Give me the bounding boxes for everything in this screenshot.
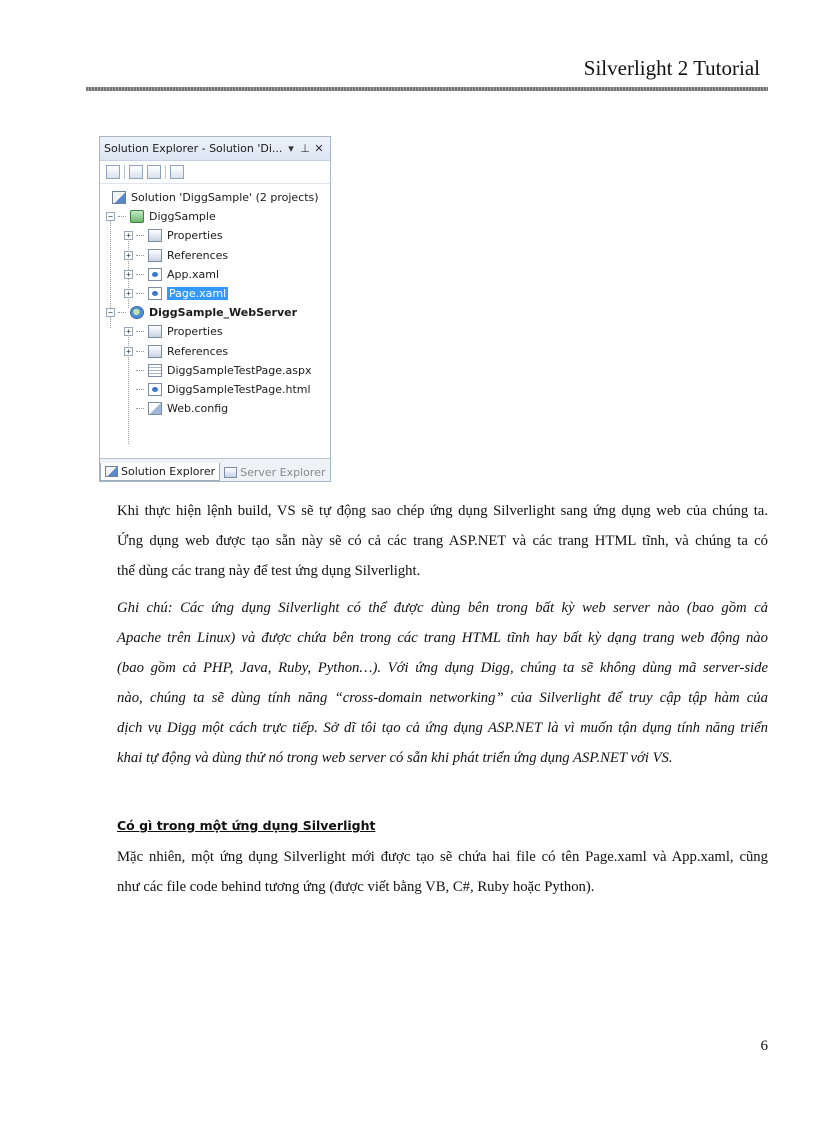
tree-connector <box>136 370 144 371</box>
toolbar-separator <box>124 165 125 179</box>
collapse-icon[interactable]: − <box>106 308 115 317</box>
section-heading: Có gì trong một ứng dụng Silverlight <box>117 818 376 833</box>
expand-icon[interactable]: + <box>124 289 133 298</box>
expand-icon[interactable]: + <box>124 347 133 356</box>
solution-explorer-title: Solution Explorer - Solution 'Di... <box>104 142 283 155</box>
text-line: nào, chúng ta sẽ dùng tính năng “cross-domain networking” của Silverlight để truy cập tập hàm của <box>117 690 768 706</box>
tree-connector <box>118 216 126 217</box>
expand-icon[interactable]: + <box>124 251 133 260</box>
tree-node-label: DiggSampleTestPage.html <box>167 382 311 396</box>
tree-node-label: DiggSample <box>149 210 216 224</box>
expand-icon[interactable]: + <box>124 270 133 279</box>
xaml-file-icon <box>148 287 162 300</box>
text-line: Mặc nhiên, một ứng dụng Silverlight mới được tạo sẽ chứa hai file có tên Page.xaml và App.xaml, cũng <box>117 849 768 865</box>
solution-explorer-toolbar <box>100 161 330 184</box>
tab-label: Solution Explorer <box>121 465 216 478</box>
explorer-tabs <box>100 458 330 481</box>
tree-node-label: Properties <box>167 229 223 243</box>
expand-icon[interactable]: + <box>124 327 133 336</box>
config-file-icon <box>148 402 162 415</box>
tree-connector <box>136 408 144 409</box>
text-line: Khi thực hiện lệnh build, VS sẽ tự động sao chép ứng dụng Silverlight sang ứng dụng web của chúng ta. <box>117 503 768 519</box>
tree-node-label-selected: Page.xaml <box>169 287 227 301</box>
text-line: Apache trên Linux) và được chứa bên trong các trang HTML tĩnh hay bất kỳ dạng trang web động nào <box>117 630 768 646</box>
text-line: thể dùng các trang này để test ứng dụng Silverlight. <box>117 563 421 579</box>
folder-icon <box>148 325 162 338</box>
tree-node-label: App.xaml <box>167 267 220 281</box>
pin-icon[interactable]: ⊥ <box>300 142 310 155</box>
page-header-title: Silverlight 2 Tutorial <box>583 56 760 80</box>
tree-node-label: References <box>167 248 229 262</box>
paragraph-note <box>117 593 768 773</box>
tab-solution-explorer[interactable] <box>100 463 220 481</box>
tree-node-label: DiggSample_WebServer <box>149 306 298 320</box>
tree-node-label: DiggSampleTestPage.aspx <box>167 363 312 377</box>
aspx-file-icon <box>148 364 162 377</box>
tree-node-label: Solution 'DiggSample' (2 projects) <box>131 191 319 205</box>
page-number: 6 <box>760 1038 768 1054</box>
solution-tree <box>100 184 330 418</box>
tree-connector <box>136 293 144 294</box>
text-line: Ghi chú: Các ứng dụng Silverlight có thể được dùng bên trong bất kỳ web server nào (bao gồm cả <box>117 600 768 616</box>
close-icon[interactable]: ✕ <box>314 142 324 155</box>
properties-icon[interactable] <box>129 165 143 179</box>
solution-explorer-icon <box>105 466 118 477</box>
tree-connector <box>136 389 144 390</box>
text-line: (bao gồm cả PHP, Java, Ruby, Python…). Với ứng dụng Digg, chúng ta sẽ không dùng mã server-side <box>117 660 768 676</box>
text-line: như các file code behind tương ứng (được viết bằng VB, C#, Ruby hoặc Python). <box>117 879 595 895</box>
tree-node-properties[interactable] <box>100 226 330 245</box>
tree-node-testpage-html[interactable] <box>100 380 330 399</box>
tab-label: Server Explorer <box>240 465 326 479</box>
paragraph-default-files <box>117 842 768 902</box>
view-code-icon[interactable] <box>170 165 184 179</box>
tree-connector <box>136 274 144 275</box>
expand-icon[interactable]: + <box>124 231 133 240</box>
text-line: dịch vụ Digg một cách trực tiếp. Sở dĩ tôi tạo cả ứng dụng ASP.NET là vì muốn tận dụng tính năng triển <box>117 720 768 736</box>
tree-node-solution[interactable] <box>100 188 330 207</box>
tree-connector <box>136 235 144 236</box>
tree-connector <box>136 331 144 332</box>
tree-connector <box>136 255 144 256</box>
solution-explorer-titlebar <box>100 137 330 161</box>
tree-connector <box>118 312 126 313</box>
collapse-icon[interactable]: − <box>106 212 115 221</box>
html-file-icon <box>148 383 162 396</box>
xaml-file-icon <box>148 268 162 281</box>
tree-node-web-config[interactable] <box>100 399 330 418</box>
tree-node-label: References <box>167 344 229 358</box>
tree-node-properties[interactable] <box>100 322 330 341</box>
solution-icon <box>112 191 126 204</box>
folder-icon <box>148 249 162 262</box>
header-rule <box>86 87 768 91</box>
tree-node-project-diggsample[interactable] <box>100 207 330 226</box>
tree-node-app-xaml[interactable] <box>100 265 330 284</box>
web-project-icon <box>130 306 144 319</box>
paragraph-build <box>117 496 768 586</box>
tree-node-references[interactable] <box>100 246 330 265</box>
tree-node-label: Properties <box>167 325 223 339</box>
folder-icon <box>148 345 162 358</box>
toolbar-separator <box>165 165 166 179</box>
folder-icon <box>148 229 162 242</box>
text-line: Ứng dụng web được tạo sẵn này sẽ có cả các trang ASP.NET và các trang HTML tĩnh, và chúng ta có <box>117 533 768 549</box>
tree-node-testpage-aspx[interactable] <box>100 361 330 380</box>
tree-connector <box>136 351 144 352</box>
solution-explorer-screenshot <box>99 136 331 482</box>
text-line: khai tự động và dùng thử nó trong web server có sẵn khi phát triển ứng dụng ASP.NET với VS. <box>117 750 673 766</box>
dropdown-icon[interactable]: ▾ <box>288 142 294 155</box>
tree-node-project-webserver[interactable] <box>100 303 330 322</box>
show-all-files-icon[interactable] <box>106 165 120 179</box>
silverlight-project-icon <box>130 210 144 223</box>
refresh-icon[interactable] <box>147 165 161 179</box>
tree-node-page-xaml[interactable] <box>100 284 330 303</box>
tab-server-explorer[interactable] <box>220 463 329 481</box>
tree-node-references[interactable] <box>100 342 330 361</box>
tree-node-label: Web.config <box>167 402 229 416</box>
server-explorer-icon <box>224 467 237 478</box>
